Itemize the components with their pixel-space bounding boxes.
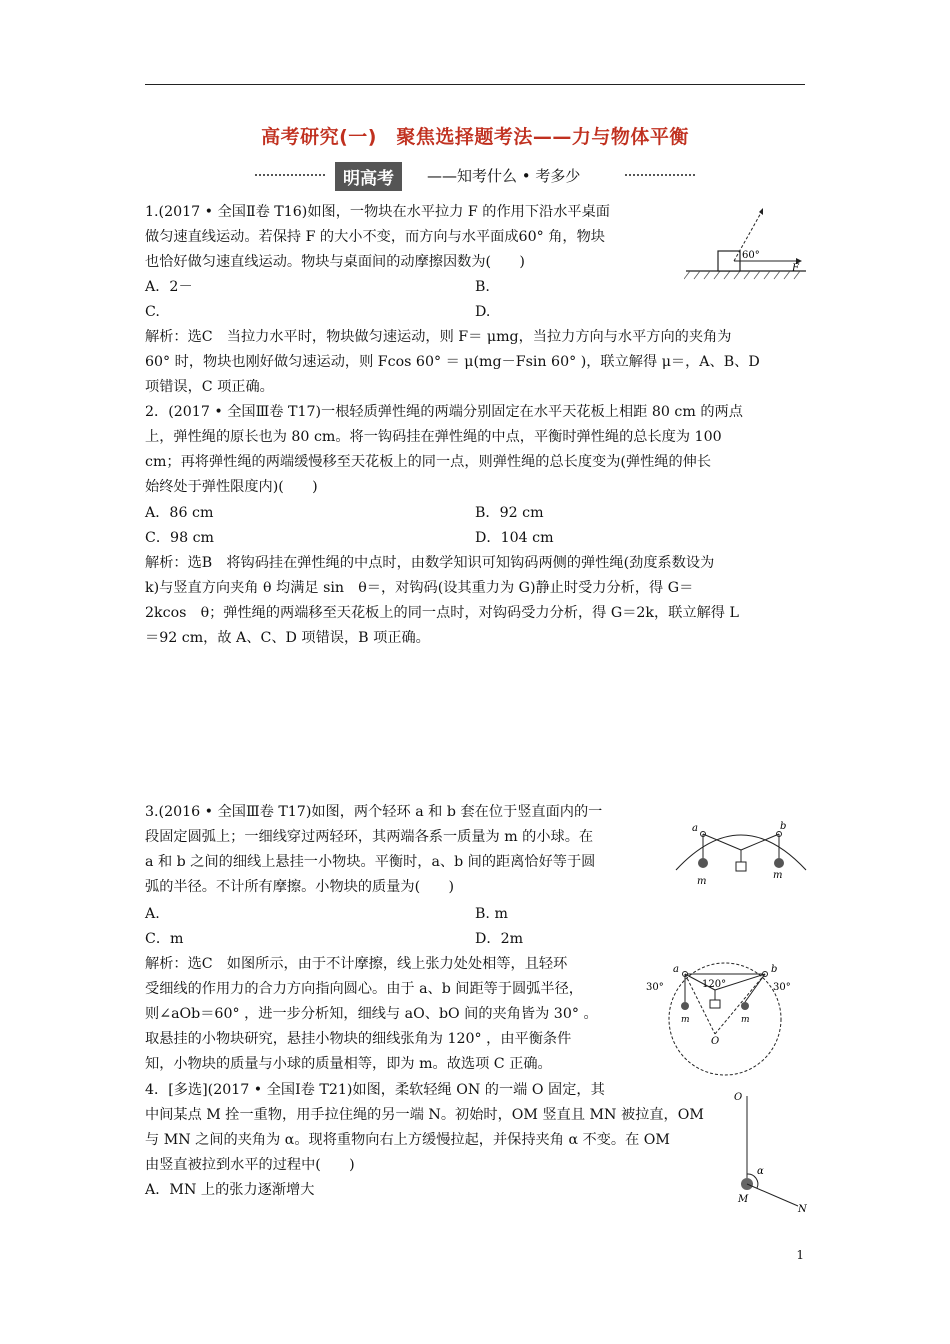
q3-analysis-line: 则∠aOb＝60° ，进一步分析知，细线与 aO、bO 间的夹角皆为 30° 。 [145,1006,598,1022]
q4-rope-figure [730,1088,810,1216]
q3-arc-figure [672,812,810,890]
q3-fig2-mass-label: m [681,1015,690,1025]
q3-angle-30-right: 30° [773,982,791,993]
q1-option-a: A．2－ [145,279,193,295]
q1-line: 也恰好做匀速直线运动。物块与桌面间的动摩擦因数为( ) [145,254,525,270]
banner-slogan: ——知考什么 • 考多少 [427,167,581,185]
q3-mass-label: m [697,876,707,887]
q3-line: a 和 b 之间的细线上悬挂一小物块。平衡时，a、b 间的距离恰好等于圆 [145,854,596,870]
q2-analysis-line: k)与竖直方向夹角 θ 均满足 sin θ＝，对钩码(设其重力为 G)静止时受力分析，得 G＝ [145,580,694,596]
q2-line: cm；再将弹性绳的两端缓慢移至天花板上的同一点，则弹性绳的总长度变为(弹性绳的伸长 [145,454,712,470]
q3-option-d: D．2m [475,931,524,947]
q1-analysis-line: 解析：选C 当拉力水平时，物块做匀速运动，则 F＝ μmg，当拉力方向与水平方向的夹角为 [145,329,732,345]
q4-alpha-label: α [757,1166,764,1177]
dotted-rule-left [255,174,325,176]
q2-analysis-line: ＝92 cm，故 A、C、D 项错误，B 项正确。 [145,630,430,646]
section-banner [255,160,695,190]
q1-option-d: D. [475,304,491,320]
q2-analysis-line: 2kcos θ；弹性绳的两端移至天花板上的同一点时，对钩码受力分析，得 G＝2k，联立解得 L [145,605,739,621]
q3-analysis-line: 取悬挂的小物块研究，悬挂小物块的细线张角为 120° ，由平衡条件 [145,1031,572,1047]
q3-analysis-line: 知，小物块的质量与小球的质量相等，即为 m。故选项 C 正确。 [145,1056,552,1072]
q3-fig2-mass-label: m [741,1015,750,1025]
q2-option-b: B．92 cm [475,505,544,521]
q4-line: 中间某点 M 拴一重物，用手拉住绳的另一端 N。初始时，OM 竖直且 MN 被拉直，OM [145,1107,704,1123]
q4-line: 由竖直被拉到水平的过程中( ) [145,1157,355,1173]
q4-line: 与 MN 之间的夹角为 α。现将重物向右上方缓慢拉起，并保持夹角 α 不变。在 OM [145,1132,670,1148]
page-number: 1 [796,1248,804,1262]
q3-analysis-line: 受细线的作用力的合力方向指向圆心。由于 a、b 间距等于圆弧半径， [145,981,583,997]
q4-option-a: A．MN 上的张力逐渐增大 [145,1182,315,1198]
q2-line: 上，弹性绳的原长也为 80 cm。将一钩码挂在弹性绳的中点，平衡时弹性绳的总长度为 100 [145,429,722,445]
q3-fig2-a-label: a [673,964,679,975]
q3-mass-label: m [773,870,783,881]
q2-line: 2．(2017 • 全国Ⅲ卷 T17)一根轻质弹性绳的两端分别固定在水平天花板上相距 80 cm 的两点 [145,404,743,420]
q2-line: 始终处于弹性限度内)( ) [145,479,318,495]
q4-point-o-label: O [734,1092,743,1103]
q1-line: 1.(2017 • 全国Ⅱ卷 T16)如图，一物块在水平拉力 F 的作用下沿水平桌面 [145,204,610,220]
q1-line: 做匀速直线运动。若保持 F 的大小不变，而方向与水平面成60° 角，物块 [145,229,605,245]
q3-ring-b-label: b [780,821,787,832]
q3-line: 弧的半径。不计所有摩擦。小物块的质量为( ) [145,879,455,895]
q4-point-n-label: N [798,1204,807,1215]
q1-block-figure [684,205,810,285]
q1-angle-label: 60° [742,250,760,261]
q2-analysis-line: 解析：选B 将钩码挂在弹性绳的中点时，由数学知识可知钩码两侧的弹性绳(劲度系数设为 [145,555,715,571]
q3-angle-120: 120° [702,979,727,990]
q3-line: 段固定圆弧上；一细线穿过两轻环，其两端各系一质量为 m 的小球。在 [145,829,594,845]
q4-line: 4．[多选](2017 • 全国Ⅰ卷 T21)如图，柔软轻绳 ON 的一端 O 固定，其 [145,1082,605,1098]
q3-analysis-line: 解析：选C 如图所示，由于不计摩擦，线上张力处处相等，且轻环 [145,956,568,972]
banner-badge: 明高考 [335,162,402,191]
q3-ring-a-label: a [692,823,698,834]
q1-analysis-line: 项错误，C 项正确。 [145,379,274,395]
q3-center-label: O [711,1036,720,1047]
q1-option-c: C. [145,304,160,320]
q3-line: 3.(2016 • 全国Ⅲ卷 T17)如图，两个轻环 a 和 b 套在位于竖直面内的一 [145,804,603,820]
top-rule [145,84,805,85]
dotted-rule-right [625,174,695,176]
q1-option-b: B. [475,279,490,295]
q3-option-a: A. [145,906,160,922]
page-title: 高考研究(一) 聚焦选择题考法——力与物体平衡 [261,126,689,148]
q2-option-a: A．86 cm [145,505,214,521]
q3-option-b: B. m [475,906,508,922]
q2-option-c: C．98 cm [145,530,215,546]
q1-force-label: F [792,263,799,274]
q1-analysis-line: 60° 时，物块也刚好做匀速运动，则 Fcos 60° ＝ μ(mg－Fsin 60° )，联立解得 μ＝，A、B、D [145,354,760,370]
q3-option-c: C．m [145,931,184,947]
q3-circle-figure [645,962,805,1077]
q4-point-m-label: M [738,1194,749,1205]
q3-fig2-b-label: b [771,964,778,975]
q2-option-d: D．104 cm [475,530,554,546]
q3-angle-30-left: 30° [646,982,664,993]
